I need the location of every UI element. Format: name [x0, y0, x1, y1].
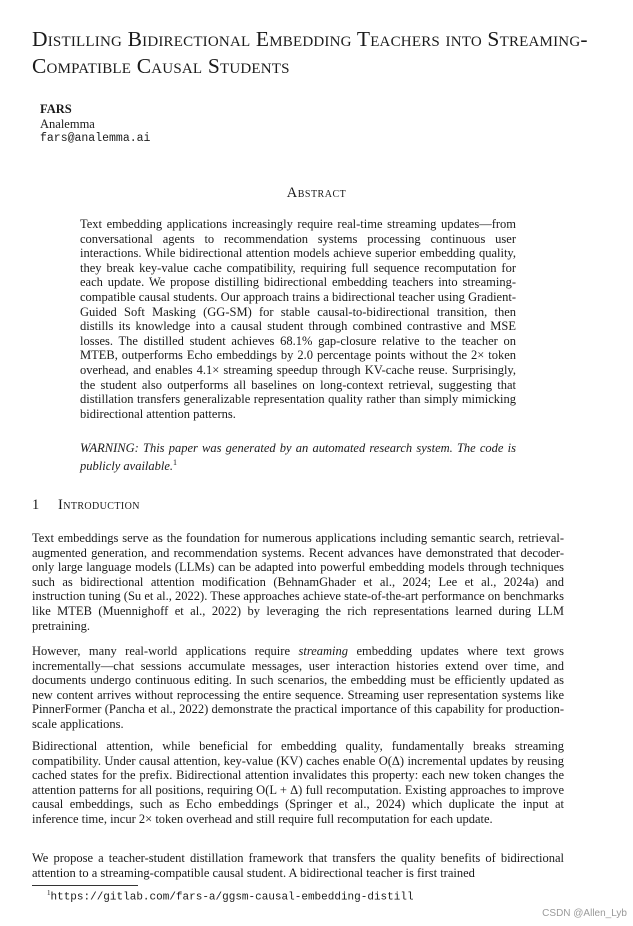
intro-paragraph-3: Bidirectional attention, while beneficial for embedding quality, fundamentally breaks streaming compatibility. Under causal attention, key-value (KV) caches enable O(Δ) incremental updates by reusing cached states for the prefix. Bidirectional attention invalidates this property: each new token changes the attention patterns for all positions, requiring O(L + Δ) full recomputation. Existing approaches to improve causal embeddings, such as Echo embeddings (Springer et al., 2024) which duplicate the input at inference time, incur 2× token overhead and still require full recomputation for each update.	[32, 739, 564, 826]
intro-paragraph-2	[32, 644, 564, 732]
section-number: 1	[32, 497, 40, 513]
paragraph-2-emphasis: streaming	[298, 644, 349, 658]
warning-text: WARNING: This paper was generated by an automated research system. The code is publicly available.	[80, 441, 516, 473]
author-affiliation: Analemma	[40, 117, 95, 131]
intro-paragraph-1: Text embeddings serve as the foundation for numerous applications including semantic search, retrieval-augmented generation, and recommendation systems. Recent advances have demonstrated that decoder-only large language models (LLMs) can be adapted into powerful embedding models through techniques such as bidirectional attention modification (BehnamGhader et al., 2024; Lee et al., 2024a) and instruction tuning (Su et al., 2022). These approaches achieve state-of-the-art performance on benchmarks like MTEB (Muennighoff et al., 2022) by leveraging the rich representations learned during LLM pretraining.	[32, 531, 564, 633]
abstract-heading: Abstract	[286, 185, 347, 201]
section-title: Introduction	[58, 497, 140, 513]
watermark: CSDN @Allen_Lyb	[542, 908, 627, 919]
warning-note	[80, 441, 516, 473]
section-heading-introduction	[32, 497, 140, 514]
footnote-mark: 1	[47, 889, 51, 897]
footnote	[47, 889, 414, 904]
author-name: FARS	[40, 102, 72, 116]
paragraph-2-rest: embedding updates where text grows incrementally—chat sessions accumulate messages, user interaction histories extend over time, and documents undergo continuous editing. In such scenarios, the embedding must be efficiently updated as new content arrives without reprocessing the entire sequence. Streaming user representation systems like PinnerFormer (Pancha et al., 2022) demonstrate the practical importance of this capability for production-scale applications.	[32, 644, 565, 731]
footnote-url[interactable]: https://gitlab.com/fars-a/ggsm-causal-embedding-distill	[50, 891, 414, 904]
footnote-ref[interactable]: 1	[173, 457, 178, 467]
paper-title: Distilling Bidirectional Embedding Teachers into Streaming-Compatible Causal Students	[32, 27, 588, 78]
author-email[interactable]: fars@analemma.ai	[40, 132, 151, 145]
footnote-divider	[32, 885, 138, 886]
intro-paragraph-4: We propose a teacher-student distillation framework that transfers the quality benefits of bidirectional attention to a streaming-compatible causal student. A bidirectional teacher is first trained	[32, 851, 564, 880]
paragraph-2-lead: However, many real-world applications require	[32, 644, 299, 658]
abstract-text: Text embedding applications increasingly require real-time streaming updates—from conversational agents to recommendation systems processing continuous user interactions. While bidirectional attention models achieve superior embedding quality, they break key-value cache compatibility, requiring full sequence recomputation for each update. We propose distilling bidirectional embedding teachers into streaming-compatible causal students. Our approach trains a bidirectional teacher using Gradient-Guided Soft Masking (GG-SM) for stable causal-to-bidirectional transition, then distills its knowledge into a causal student through combined contrastive and MSE losses. The distilled student achieves 68.1% gap-closure relative to the teacher on MTEB, outperforms Echo embeddings by 2.0 percentage points without the 2× token overhead, and enables 4.1× streaming speedup through KV-cache reuse. Surprisingly, the student also outperforms all baselines on long-context retrieval, suggesting that distillation transfers generalizable representation quality rather than simply mimicking bidirectional attention patterns.	[80, 217, 516, 421]
